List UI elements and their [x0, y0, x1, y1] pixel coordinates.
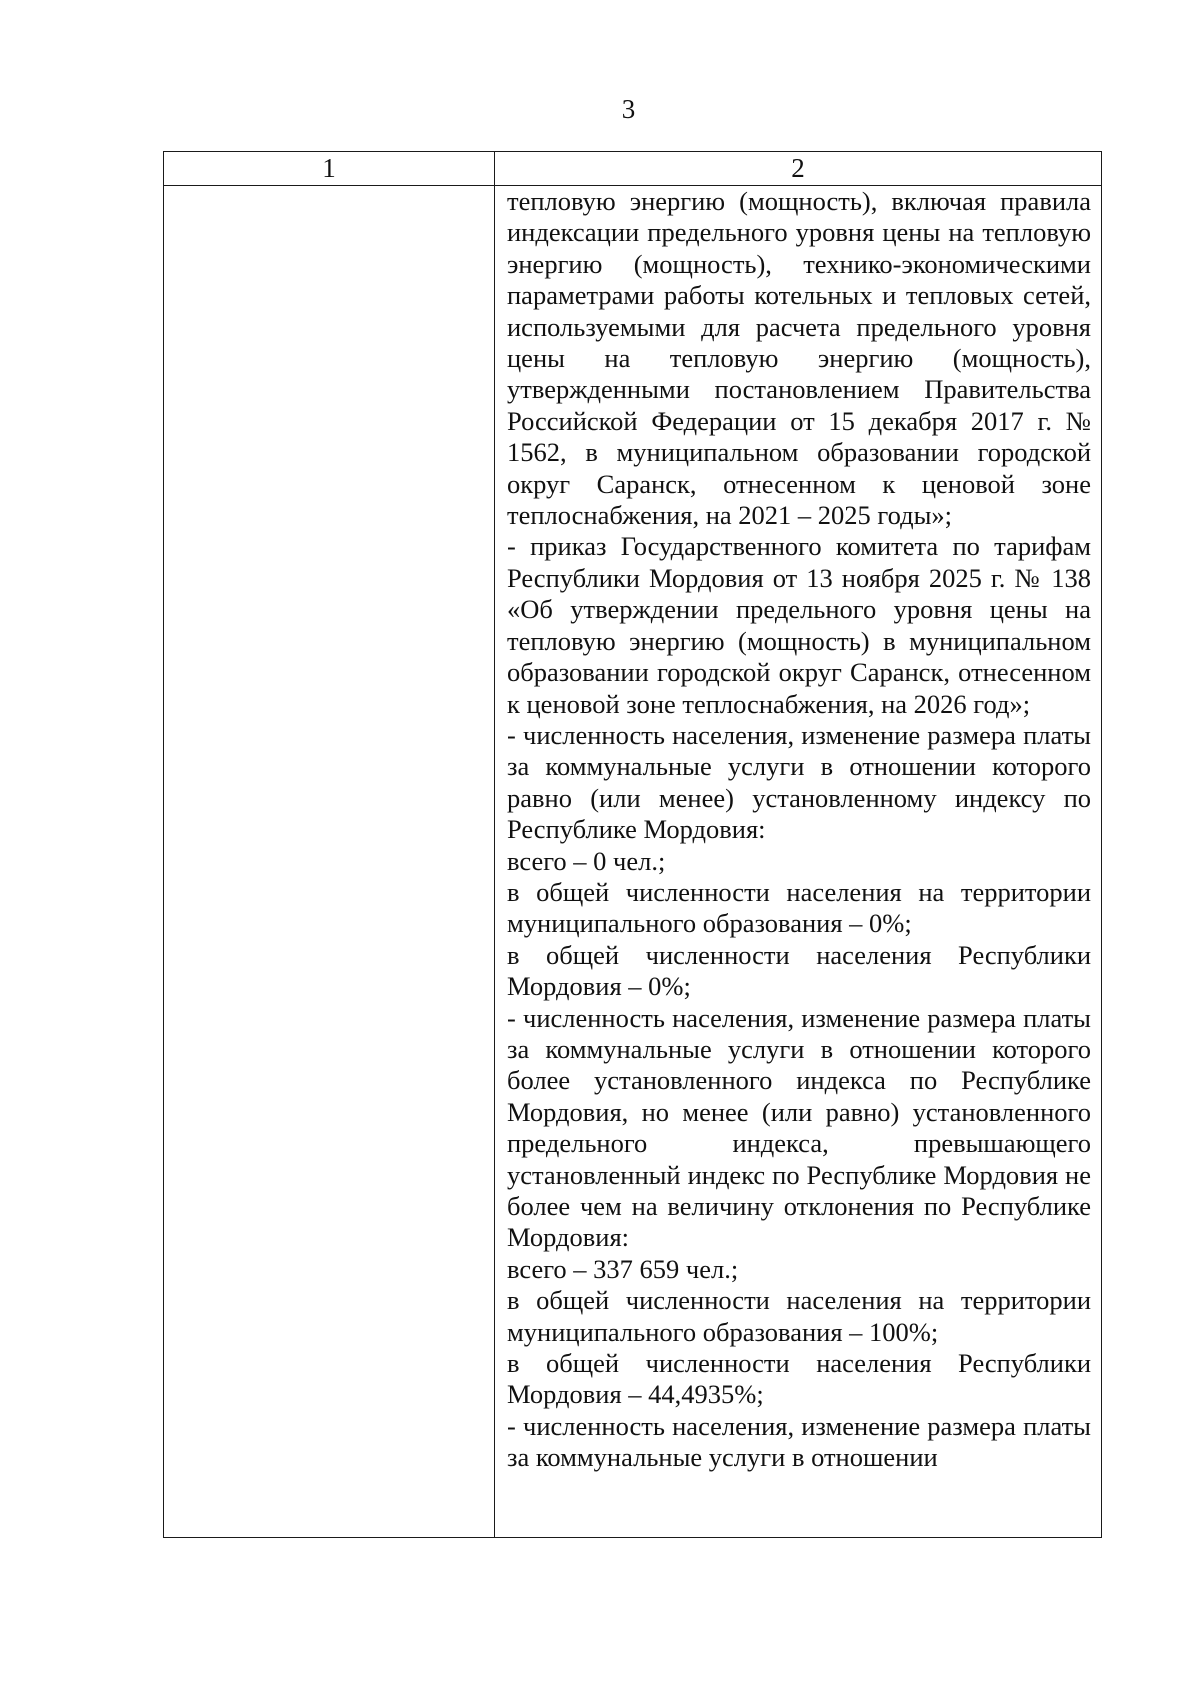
column-header-1: 1: [164, 152, 495, 186]
column2-cell: [495, 186, 1102, 1538]
table-header-row: [164, 152, 1102, 186]
paragraph-republic-share: в общей численности населения Республики Мордовия – 44,4935%;: [507, 1348, 1091, 1410]
document-table: [163, 151, 1102, 1538]
page-number: 3: [621, 94, 636, 124]
paragraph-total-population: всего – 337 659 чел.;: [507, 1253, 739, 1284]
table-row: [164, 186, 1102, 1538]
paragraph-total-zero: всего – 0 чел.;: [507, 845, 666, 876]
paragraph-population-continued: - численность населения, изменение размера платы за коммунальные услуги в отношении: [507, 1410, 1091, 1473]
paragraph-population-equal-index: - численность населения, изменение размера платы за коммунальные услуги в отношении которого равно (или менее) установленному индексу по Республике Мордовия:: [507, 719, 1091, 845]
paragraph-municipal-share-full: в общей численности населения на территории муниципального образования – 100%;: [507, 1285, 1091, 1347]
paragraph-tariff-order: - приказ Государственного комитета по тарифам Республики Мордовия от 13 ноября 2025 г. № 138 «Об утверждении предельного уровня цены на тепловую энергию (мощность) в муниципальном образовании городской округ Саранск, отнесенном к ценовой зоне теплоснабжения, на 2026 год»;: [507, 531, 1091, 719]
paragraph-heat-energy-pricing: тепловую энергию (мощность), включая правила индексации предельного уровня цены на тепловую энергию (мощность), технико-экономическими параметрами работы котельных и тепловых сетей, используемыми для расчета предельного уровня цены на тепловую энергию (мощность), утвержденными постановлением Правительства Российской Федерации от 15 декабря 2017 г. № 1562, в муниципальном образовании городской округ Саранск, отнесенном к ценовой зоне теплоснабжения, на 2021 – 2025 годы»;: [507, 186, 1091, 531]
paragraph-republic-share-zero: в общей численности населения Республики Мордовия – 0%;: [507, 939, 1091, 1002]
column1-cell: [164, 186, 495, 1538]
paragraph-municipal-share-zero: в общей численности населения на территории муниципального образования – 0%;: [507, 876, 1091, 939]
column-header-2: 2: [495, 152, 1102, 186]
paragraph-population-above-index: - численность населения, изменение размера платы за коммунальные услуги в отношении которого более установленного индекса по Республике Мордовия, но менее (или равно) установленного предельного индекса, превышающего установленный индекс по Республике Мордовия не более чем на величину отклонения по Республике Мордовия:: [507, 1002, 1091, 1253]
